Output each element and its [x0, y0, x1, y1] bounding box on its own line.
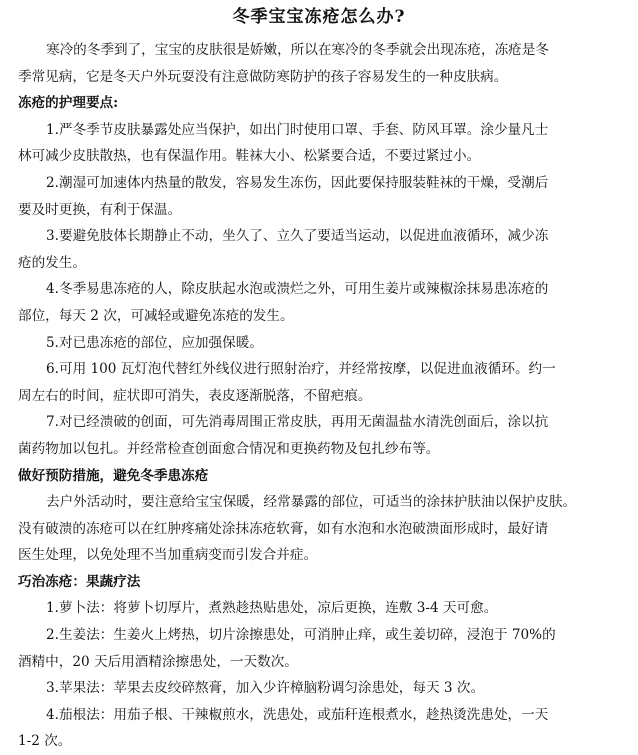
text-line: 部位，每天 2 次，可减轻或避免冻疮的发生。	[18, 307, 294, 324]
text-line: 疮的发生。	[18, 254, 86, 271]
text-line: 去户外活动时，要注意给宝宝保暖，经常暴露的部位，可适当的涂抹护肤油以保护皮肤。	[46, 494, 577, 511]
text-line: 4.冬季易患冻疮的人，除皮肤起水泡或溃烂之外，可用生姜片或辣椒涂抹易患冻疮的	[46, 281, 549, 298]
text-line: 要及时更换，有利于保温。	[18, 201, 182, 218]
text-line: 5.对已患冻疮的部位，应加强保暖。	[46, 334, 263, 351]
text-line: 医生处理，以免处理不当加重病变而引发合并症。	[18, 547, 318, 564]
text-line: 酒精中，20 天后用酒精涂擦患处，一天数次。	[18, 653, 298, 670]
text-line: 3.要避免肢体长期静止不动，坐久了、立久了要适当运动，以促进血液循环，减少冻	[46, 228, 549, 245]
section-heading: 做好预防措施，避免冬季患冻疮	[18, 467, 209, 484]
text-line: 3.苹果法：苹果去皮绞碎熬膏，加入少许樟脑粉调匀涂患处，每天 3 次。	[46, 680, 485, 697]
text-line: 没有破溃的冻疮可以在红肿疼痛处涂抹冻疮软膏，如有水泡和水泡破溃面形成时，最好请	[18, 520, 549, 537]
text-line: 4.茄根法：用茄子根、干辣椒煎水，洗患处，或茄秆连根煮水，趁热烫洗患处，一天	[46, 706, 549, 723]
text-line: 菌药物加以包扎。并经常检查创面愈合情况和更换药物及包扎纱布等。	[18, 440, 440, 457]
text-line: 1.萝卜法：将萝卜切厚片，煮熟趁热贴患处，凉后更换，连敷 3-4 天可愈。	[46, 600, 498, 617]
text-line: 2.潮湿可加速体内热量的散发，容易发生冻伤，因此要保持服装鞋袜的干燥，受潮后	[46, 174, 549, 191]
text-line: 周左右的时间，症状即可消失，表皮逐渐脱落，不留疤痕。	[18, 387, 372, 404]
text-line: 林可减少皮肤散热，也有保温作用。鞋袜大小、松紧要合适，不要过紧过小。	[18, 148, 481, 165]
section-heading: 冻疮的护理要点:	[18, 95, 119, 112]
text-line: 1-2 次。	[18, 733, 72, 750]
section-heading: 巧治冻疮：果蔬疗法	[18, 573, 141, 590]
text-line: 季常见病，它是冬天户外玩耍没有注意做防寒防护的孩子容易发生的一种皮肤病。	[18, 68, 508, 85]
text-line: 1.严冬季节皮肤暴露处应当保护，如出门时使用口罩、手套、防风耳罩。涂少量凡士	[46, 121, 549, 138]
page-title: 冬季宝宝冻疮怎么办?	[232, 7, 406, 27]
text-line: 7.对已经溃破的创面，可先消毒周围正常皮肤，再用无菌温盐水清洗创面后，涂以抗	[46, 414, 549, 431]
text-line: 2.生姜法：生姜火上烤热，切片涂擦患处，可消肿止痒，或生姜切碎，浸泡于 70%的	[46, 627, 556, 644]
text-line: 6.可用 100 瓦灯泡代替红外线仪进行照射治疗，并经常按摩，以促进血液循环。约一	[46, 361, 556, 378]
text-line: 寒冷的冬季到了，宝宝的皮肤很是娇嫩，所以在寒冷的冬季就会出现冻疮，冻疮是冬	[46, 42, 549, 58]
article-body	[18, 37, 630, 755]
